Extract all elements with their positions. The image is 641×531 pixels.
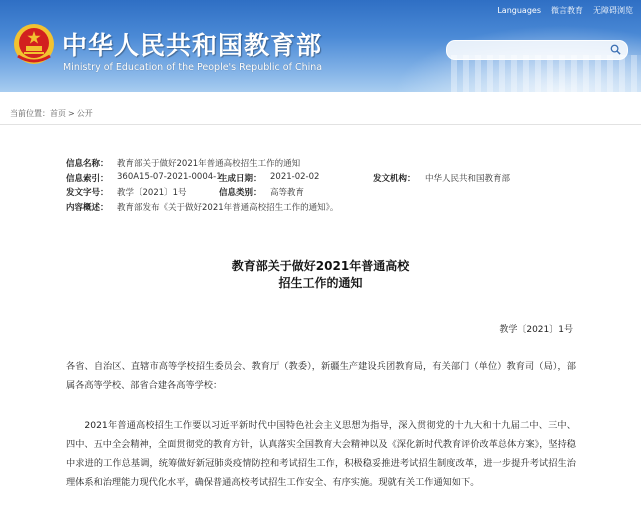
breadcrumb-prefix: 当前位置： (10, 109, 50, 118)
weiyan-jiaoyu-link[interactable]: 微言教育 (551, 6, 583, 15)
article-paragraph-addressees: 各省、自治区、直辖市高等学校招生委员会、教育厅（教委），新疆生产建设兵团教育局，有关部门（单位）教育司（局），部属各高等学校、部省合建各高等学校： (66, 361, 576, 391)
info-value-summary: 教育部发布《关于做好2021年普通高校招生工作的通知》。 (117, 202, 339, 213)
info-label-index: 信息索引： (66, 173, 109, 184)
search-input[interactable] (455, 45, 605, 61)
search-box (446, 40, 628, 60)
info-value-docno: 教学〔2021〕1号 (117, 188, 187, 199)
breadcrumb-separator: > (68, 109, 75, 118)
info-label-docno: 发文字号： (66, 188, 109, 199)
site-title[interactable]: 中华人民共和国教育部 (62, 31, 323, 60)
article-paragraph-body: 2021年普通高校招生工作要以习近平新时代中国特色社会主义思想为指导，深入贯彻党的十九大和十九届二中、三中、四中、五中全会精神，全面贯彻党的教育方针，认真落实全国教育大会精神以及《深化新时代教育评价改革总体方案》，坚持稳中求进的工作总基调，统筹做好新冠肺炎疫情防控和考试招生工作，积极稳妥推进考试招生制度改革，进一步提升考试招生治理体系和治理能力现代化水平，确保普通高校考试招生工作安全、有序实施。现就有关工作通知如下。 (66, 420, 576, 488)
accessibility-link[interactable]: 无障碍浏览 (593, 6, 633, 15)
breadcrumb (10, 108, 93, 119)
document-number: 教学〔2021〕1号 (499, 325, 573, 335)
info-panel (66, 157, 606, 215)
languages-link[interactable]: Languages (497, 6, 541, 15)
info-row-docno (66, 186, 606, 201)
info-row-name (66, 157, 606, 172)
info-label-category: 信息类别： (219, 188, 262, 199)
info-row-index (66, 172, 606, 187)
info-row-summary (66, 201, 606, 216)
info-value-org: 中华人民共和国教育部 (425, 173, 511, 184)
breadcrumb-public[interactable]: 公开 (76, 109, 93, 118)
article-title (0, 258, 641, 292)
info-label-summary: 内容概述： (66, 202, 109, 213)
info-label-name: 信息名称： (66, 159, 109, 169)
info-value-name: 教育部关于做好2021年普通高校招生工作的通知 (117, 159, 301, 169)
info-value-index: 360A15-07-2021-0004-1 (117, 171, 222, 182)
search-icon[interactable] (610, 44, 621, 55)
info-label-org: 发文机构： (373, 173, 416, 184)
info-value-category: 高等教育 (270, 188, 305, 199)
site-subtitle: Ministry of Education of the People's Republic of China (63, 62, 323, 73)
info-value-date: 2021-02-02 (270, 171, 320, 182)
breadcrumb-home[interactable]: 首页 (50, 109, 66, 118)
site-header (0, 0, 641, 92)
info-label-date: 生成日期： (219, 173, 262, 184)
article-title-line-1: 教育部关于做好2021年普通高校 (231, 259, 410, 273)
article-title-line-2: 招生工作的通知 (278, 276, 363, 290)
national-emblem-icon[interactable] (12, 22, 56, 66)
top-links (497, 5, 633, 16)
header-divider (0, 124, 641, 125)
